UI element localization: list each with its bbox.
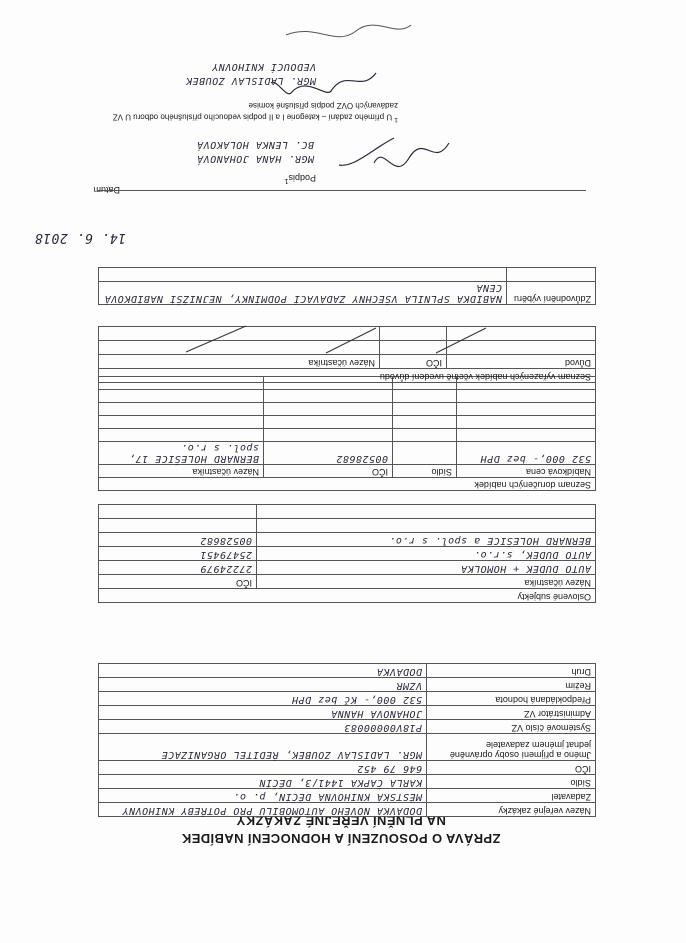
offer-seat (393, 442, 457, 465)
table-row (99, 505, 596, 519)
handwritten-signature (334, 131, 454, 173)
empty-cell (457, 429, 596, 442)
table-row (99, 692, 596, 706)
justification-value: NABÍDKA SPLNILA VŠECHNY ZADÁVACÍ PODMÍNKY, NEJNIŽŠÍ NABÍDKOVÁ CENA (99, 282, 507, 305)
column-header-name: Název účastníka (257, 575, 596, 589)
table-row (99, 734, 596, 761)
field-label: Režim (427, 678, 596, 692)
footnote-marker: 1 (284, 177, 289, 186)
contract-info-table (98, 663, 596, 817)
date-label: Datum (93, 185, 120, 195)
signatory-names: MGR. HANA JOHANOVÁ BC. LENKA HOLAKOVÁ (196, 139, 314, 164)
empty-cell (393, 429, 457, 442)
subject-name: AUTO DUDEK + HOMOLKA (257, 561, 596, 575)
footnote: $^1$ U přímého zadání – kategorie I a II podpis vedoucího příslušného odboru U VZ zadávaných OVZ podpis příslušné komise (112, 101, 398, 123)
subject-ico: 27224979 (99, 561, 257, 575)
empty-cell (257, 505, 596, 519)
table-header-row (99, 589, 596, 603)
table-row (99, 403, 596, 416)
offer-name: BERNARD HOLEŠICE 17, spol. s r.o. (99, 442, 264, 465)
table-row (99, 706, 596, 720)
empty-cell (264, 403, 393, 416)
column-header-seat: Sídlo (393, 465, 457, 478)
column-header-price: Nabídková cena (457, 465, 596, 478)
empty-cell (393, 416, 457, 429)
subject-ico: 25479451 (99, 547, 257, 561)
field-value: P18V00000083 (99, 720, 427, 734)
offer-ico: 00528682 (264, 442, 393, 465)
field-value: DODÁVKA NOVÉHO AUTOMOBILU PRO POTŘEBY KNIHOVNY (99, 803, 427, 817)
table-row (99, 561, 596, 575)
offer-price: 532 000,- bez DPH (457, 442, 596, 465)
field-value: 532 000,- Kč bez DPH (99, 692, 427, 706)
field-label: Jméno a příjmení osoby oprávněné jednat jménem zadavatele (427, 734, 596, 761)
empty-cell (457, 390, 596, 403)
table-header-row (99, 575, 596, 589)
field-label: Administrátor VZ (427, 706, 596, 720)
table-header-row (99, 369, 596, 383)
table-row (99, 789, 596, 803)
justification-table (98, 267, 596, 305)
column-header-name: Název účastníka (99, 465, 264, 478)
column-header-reason: Důvod (447, 355, 596, 369)
empty-cell (393, 390, 457, 403)
empty-cell (264, 416, 393, 429)
field-label: Systémové číslo VZ (427, 720, 596, 734)
empty-cell (264, 429, 393, 442)
table-row (99, 268, 596, 282)
date-value: 14. 6. 2018 (34, 230, 126, 245)
empty-cell (99, 505, 257, 519)
table-row (99, 282, 596, 305)
empty-cell (99, 268, 507, 282)
section-heading: Seznam doručených nabídek (99, 478, 596, 491)
empty-cell (99, 429, 264, 442)
title-line-2: NA PLNĚNÍ VEŘEJNÉ ZAKÁZKY (236, 813, 446, 828)
column-header-name: Název účastníka (99, 355, 380, 369)
empty-cell (457, 416, 596, 429)
field-value: JOHANOVÁ HANNA (99, 706, 427, 720)
empty-cell (393, 403, 457, 416)
divider (98, 190, 586, 191)
field-value: VZMR (99, 678, 427, 692)
table-row (99, 442, 596, 465)
table-row (99, 416, 596, 429)
empty-cell (457, 403, 596, 416)
column-header-ico: IČO (99, 575, 257, 589)
table-row (99, 803, 596, 817)
table-header-row (99, 478, 596, 491)
table-row (99, 775, 596, 789)
contacted-subjects-table (98, 504, 596, 603)
empty-cell (507, 268, 596, 282)
section-heading: Seznam vyřazených nabídek včetně uvedení důvodu (99, 369, 596, 383)
table-row (99, 519, 596, 533)
justification-label: Zdůvodnění výběru (507, 282, 596, 305)
strike-marks (116, 318, 496, 358)
field-label: Druh (427, 664, 596, 678)
field-value: KARLA ČAPKA 1441/3, DĚČÍN (99, 775, 427, 789)
empty-cell (99, 403, 264, 416)
signatory-names: MGR. LADISLAV ZOUBEK VEDOUCÍ KNIHOVNY (185, 61, 316, 86)
handwritten-signature (266, 63, 386, 103)
signature-label: Podpis$^1$ (284, 173, 316, 186)
footnote-marker: 1 (394, 116, 398, 123)
subject-name: BERNARD HOLEŠICE a spol. s r.o. (257, 533, 596, 547)
field-label: Sídlo (427, 775, 596, 789)
empty-cell (99, 519, 257, 533)
column-header-ico: IČO (264, 465, 393, 478)
field-label: IČO (427, 761, 596, 775)
subject-ico: 00528682 (99, 533, 257, 547)
table-row (99, 429, 596, 442)
empty-cell (99, 390, 264, 403)
field-value: DODÁVKA (99, 664, 427, 678)
table-row (99, 390, 596, 403)
field-value: MGR. LADISLAV ZOUBEK, ŘEDITEL ORGANIZACE (99, 734, 427, 761)
table-row (99, 720, 596, 734)
table-row (99, 761, 596, 775)
table-row (99, 533, 596, 547)
field-value: MĚSTSKÁ KNIHOVNA DĚČÍN, p. o. (99, 789, 427, 803)
table-row (99, 664, 596, 678)
handwritten-signature (276, 13, 416, 43)
empty-cell (99, 416, 264, 429)
title-line-1: ZPRÁVA O POSOUZENÍ A HODNOCENÍ NABÍDEK (181, 831, 501, 846)
table-row (99, 678, 596, 692)
empty-cell (257, 519, 596, 533)
empty-cell (264, 390, 393, 403)
field-label: Předpokládaná hodnota (427, 692, 596, 706)
field-label: Název veřejné zakázky (427, 803, 596, 817)
field-value: 646 79 452 (99, 761, 427, 775)
table-header-row (99, 465, 596, 478)
field-label: Zadavatel (427, 789, 596, 803)
subject-name: AUTO DUDEK, s.r.o. (257, 547, 596, 561)
table-row (99, 547, 596, 561)
column-header-ico: IČO (380, 355, 447, 369)
section-heading: Oslovené subjekty (99, 589, 596, 603)
received-offers-table (98, 376, 596, 491)
